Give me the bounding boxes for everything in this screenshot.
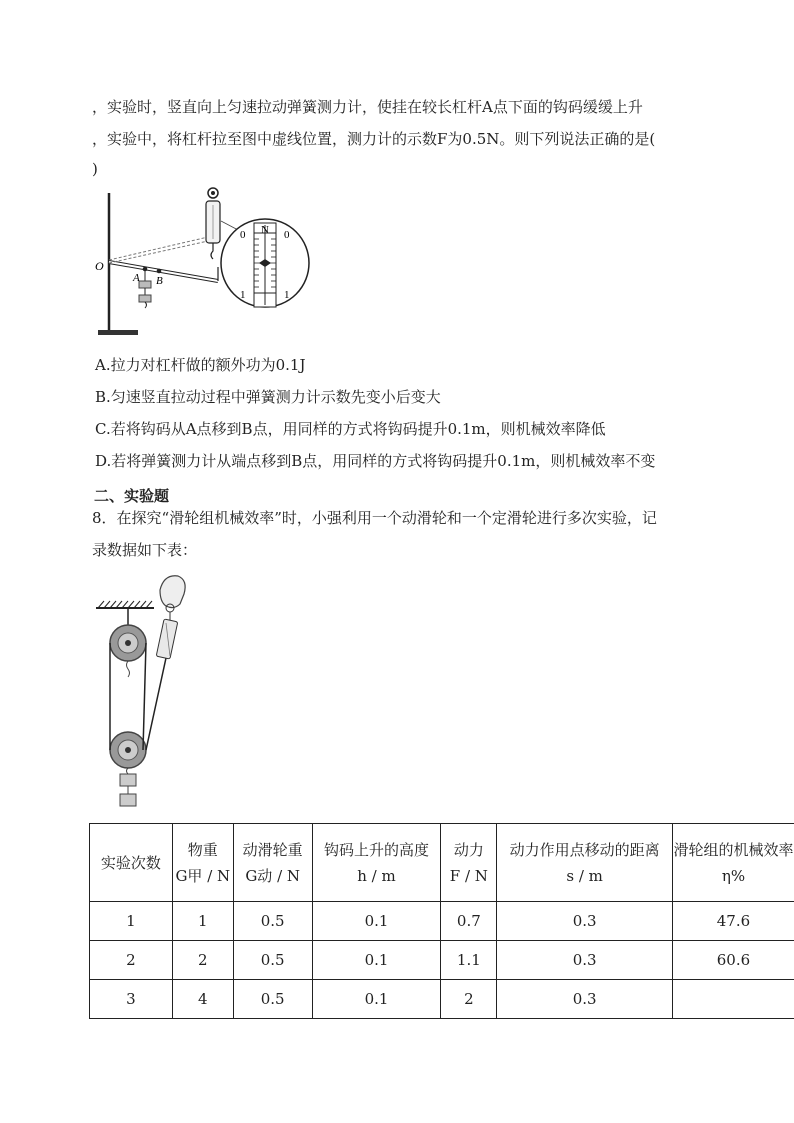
table-row (90, 902, 794, 941)
header-distance: 动力作用点移动的距离 s / m (497, 824, 673, 902)
table-row (90, 941, 794, 980)
q7-line-3: ) (92, 160, 98, 178)
cell: 0.5 (233, 980, 312, 1019)
header-efficiency: 滑轮组的机械效率 η% (672, 824, 794, 902)
table-row (90, 980, 794, 1019)
header-weight: 物重 G甲 / N (172, 824, 233, 902)
label-b: B (156, 275, 163, 287)
cell: 2 (90, 941, 173, 980)
cell: 1.1 (441, 941, 497, 980)
scale-zero-right: 0 (284, 229, 290, 241)
cell: 1 (172, 902, 233, 941)
cell: 0.5 (233, 941, 312, 980)
option-a: A.拉力对杠杆做的额外功为0.1J (95, 356, 306, 374)
header-height: 钩码上升的高度 h / m (312, 824, 441, 902)
header-trial: 实验次数 (90, 824, 173, 902)
option-b: B.匀速竖直拉动过程中弹簧测力计示数先变小后变大 (95, 388, 441, 406)
cell: 1 (90, 902, 173, 941)
option-c: C.若将钩码从A点移到B点，用同样的方式将钩码提升0.1m，则机械效率降低 (95, 420, 606, 438)
cell: 0.1 (312, 902, 441, 941)
scale-one-right: 1 (284, 289, 290, 301)
cell (672, 980, 794, 1019)
cell: 0.1 (312, 980, 441, 1019)
header-pulley-weight: 动滑轮重 G动 / N (233, 824, 312, 902)
cell: 0.3 (497, 980, 673, 1019)
q8-line-2: 录数据如下表： (92, 541, 198, 559)
cell: 0.3 (497, 902, 673, 941)
data-table (89, 823, 794, 1019)
q7-line-2: ，实验中，将杠杆拉至图中虚线位置，测力计的示数F为0.5N。则下列说法正确的是( (92, 130, 656, 148)
section-title: 二、实验题 (94, 487, 170, 505)
cell: 60.6 (672, 941, 794, 980)
cell: 0.7 (441, 902, 497, 941)
cell: 0.5 (233, 902, 312, 941)
table-header-row (90, 824, 794, 902)
lever-figure (90, 183, 320, 343)
option-d: D.若将弹簧测力计从端点移到B点，用同样的方式将钩码提升0.1m，则机械效率不变 (95, 452, 656, 470)
cell: 2 (172, 941, 233, 980)
q8-line-1: 8．在探究“滑轮组机械效率”时，小强利用一个动滑轮和一个定滑轮进行多次实验，记 (92, 509, 657, 527)
header-force: 动力 F / N (441, 824, 497, 902)
label-o: O (95, 259, 104, 273)
pulley-figure (92, 568, 202, 813)
cell: 0.3 (497, 941, 673, 980)
scale-unit-label: N (261, 224, 269, 236)
label-a: A (133, 272, 140, 284)
cell: 0.1 (312, 941, 441, 980)
cell: 47.6 (672, 902, 794, 941)
cell: 3 (90, 980, 173, 1019)
cell: 2 (441, 980, 497, 1019)
scale-one-left: 1 (240, 289, 246, 301)
scale-zero-left: 0 (240, 229, 246, 241)
q7-line-1: ，实验时，竖直向上匀速拉动弹簧测力计，使挂在较长杠杆A点下面的钩码缓缓上升 (92, 98, 643, 116)
cell: 4 (172, 980, 233, 1019)
